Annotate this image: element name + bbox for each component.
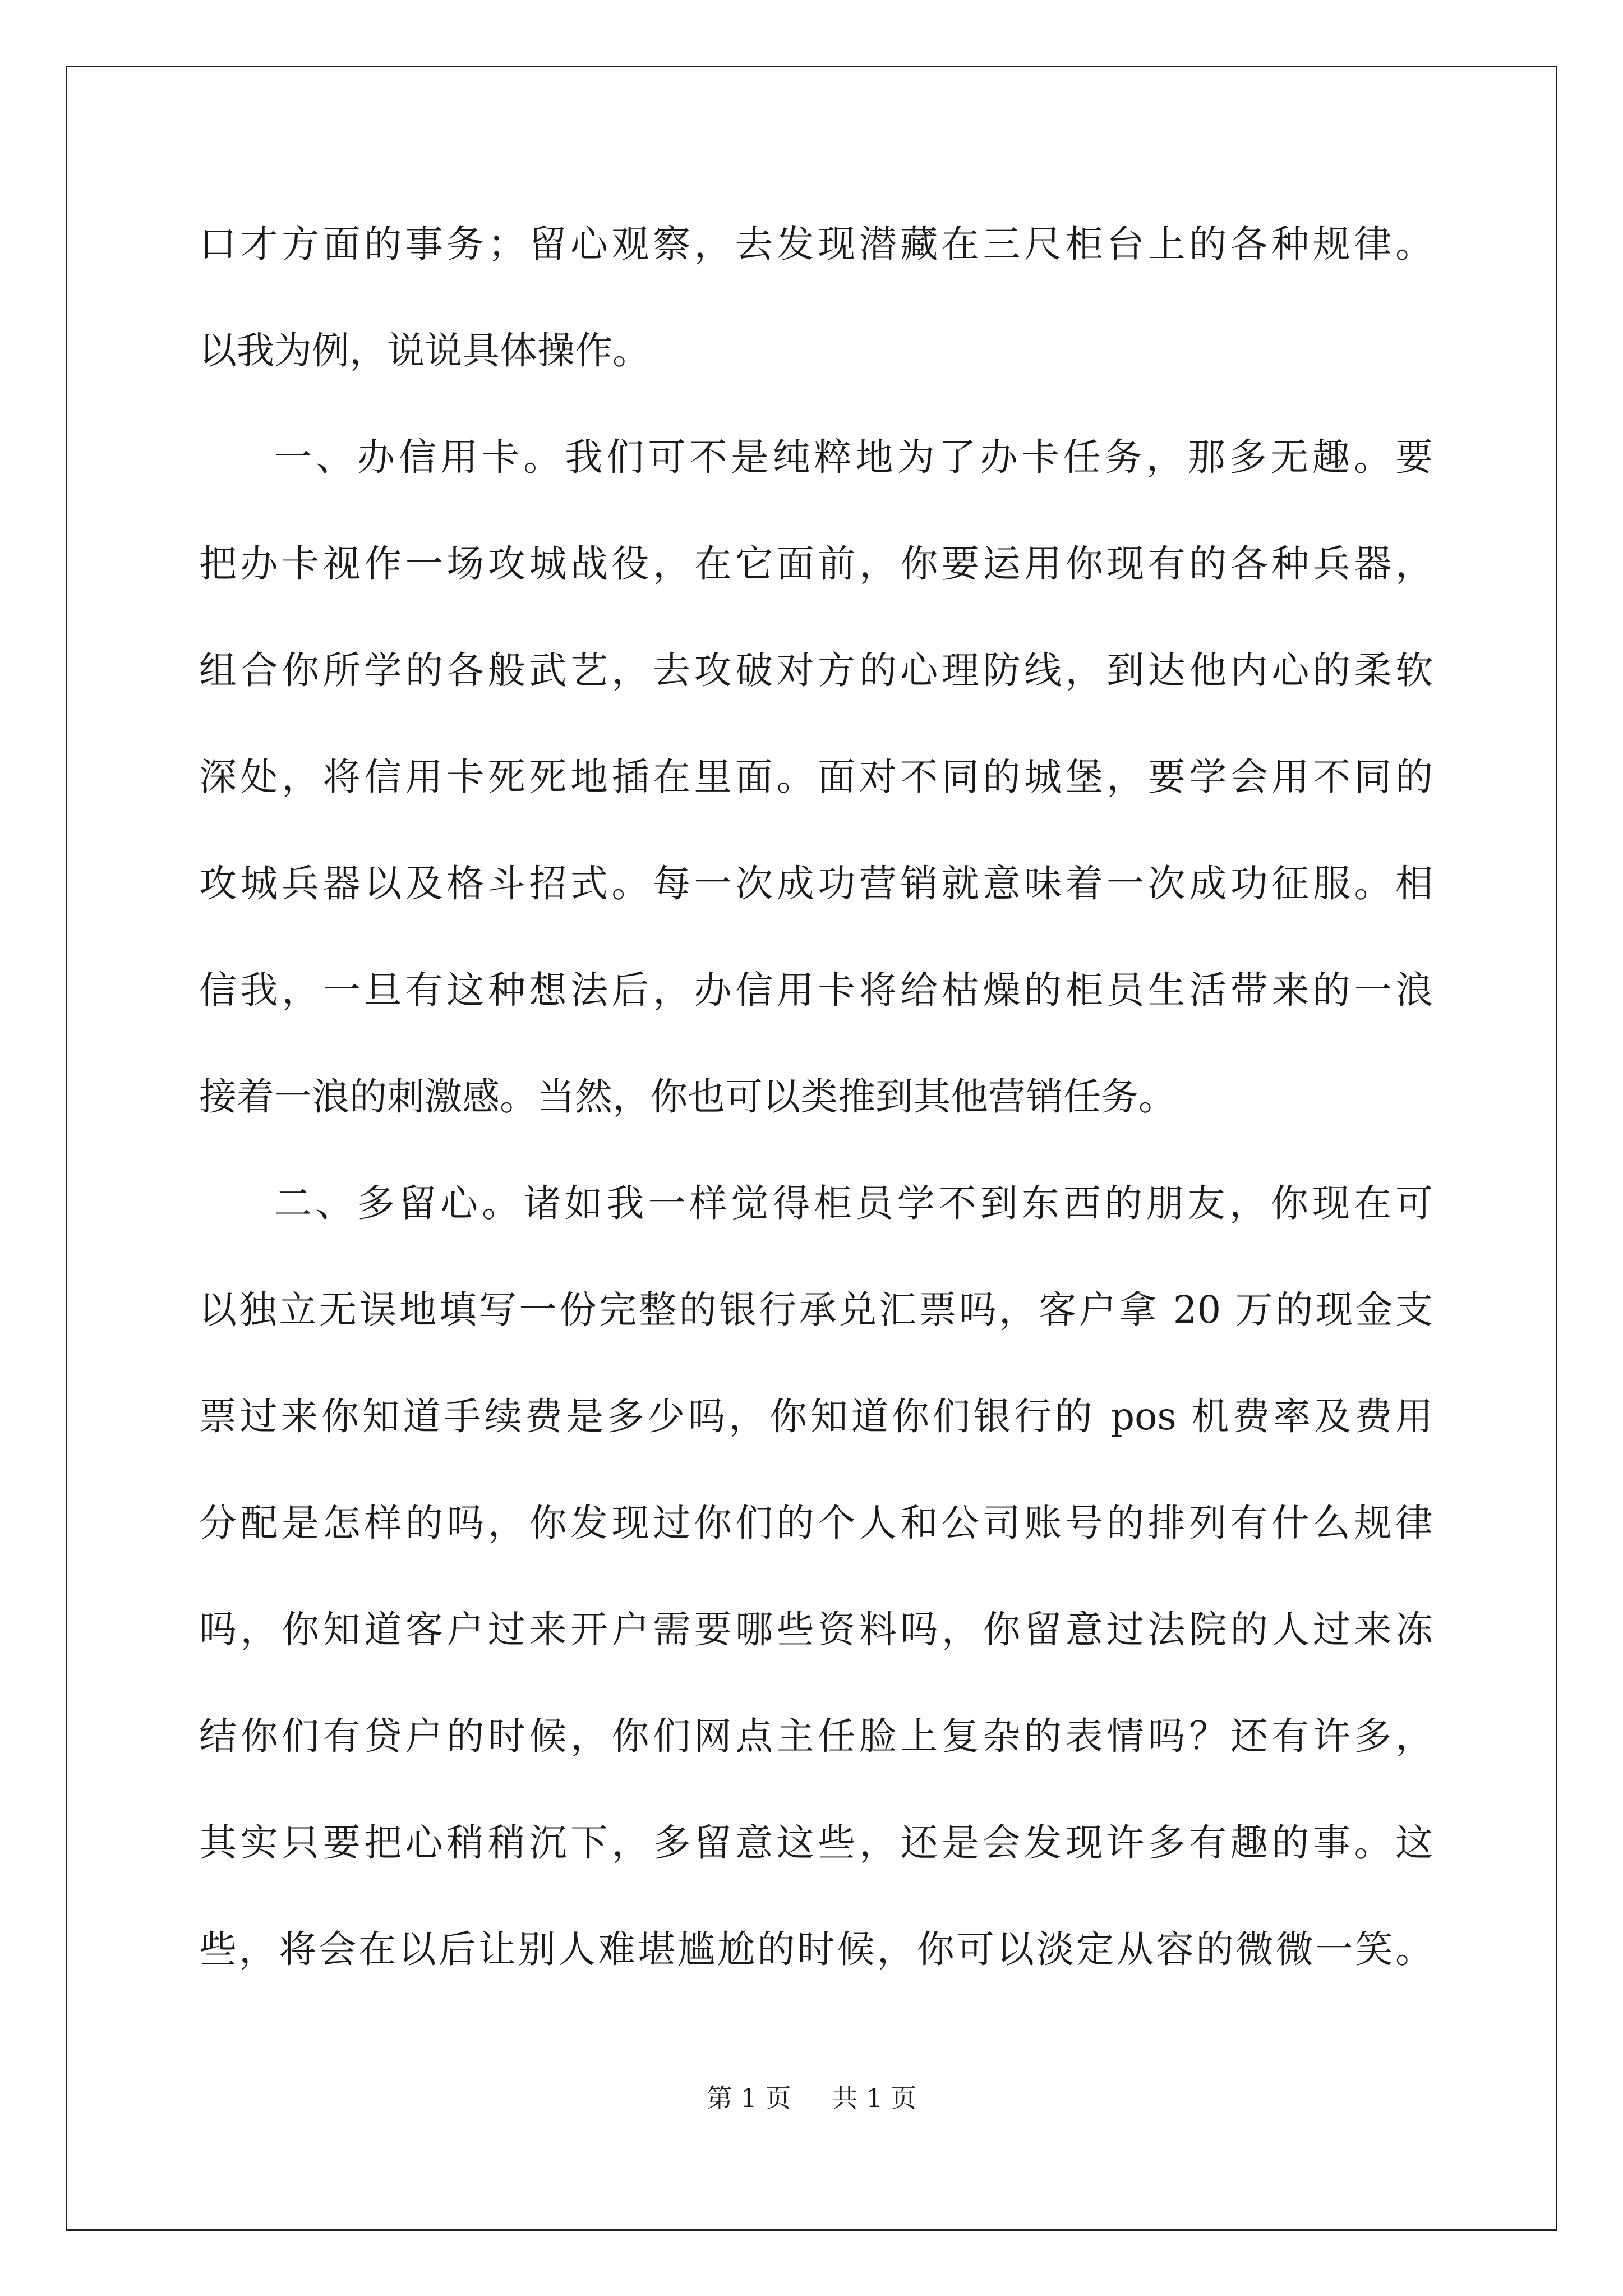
text-line: 吗，你知道客户过来开户需要哪些资料吗，你留意过法院的人过来冻 xyxy=(199,1608,1433,1651)
text-line: 组合你所学的各般武艺，去攻破对方的心理防线，到达他内心的柔软 xyxy=(199,648,1433,692)
text-line: 接着一浪的刺激感。当然，你也可以类推到其他营销任务。 xyxy=(199,1075,1176,1119)
document-body xyxy=(199,191,1433,2003)
page-number: 第 1 页 xyxy=(706,2083,791,2113)
text-line: 把办卡视作一场攻城战役，在它面前，你要运用你现有的各种兵器， xyxy=(199,542,1433,586)
paragraph-start-line: 二、多留心。诸如我一样觉得柜员学不到东西的朋友，你现在可 xyxy=(274,1181,1433,1225)
text-line: 票过来你知道手续费是多少吗，你知道你们银行的 pos 机费率及费用 xyxy=(199,1395,1433,1438)
text-line: 深处，将信用卡死死地插在里面。面对不同的城堡，要学会用不同的 xyxy=(199,755,1433,799)
text-line: 信我，一旦有这种想法后，办信用卡将给枯燥的柜员生活带来的一浪 xyxy=(199,968,1433,1012)
text-line: 分配是怎样的吗，你发现过你们的个人和公司账号的排列有什么规律 xyxy=(199,1501,1433,1545)
text-line: 以我为例，说说具体操作。 xyxy=(199,329,650,372)
page-total: 共 1 页 xyxy=(832,2083,917,2113)
paragraph-start-line: 一、办信用卡。我们可不是纯粹地为了办卡任务，那多无趣。要 xyxy=(274,435,1433,479)
text-line: 结你们有贷户的时候，你们网点主任脸上复杂的表情吗？还有许多， xyxy=(199,1714,1433,1758)
text-line: 些，将会在以后让别人难堪尴尬的时候，你可以淡定从容的微微一笑。 xyxy=(199,1927,1433,1971)
text-line: 口才方面的事务；留心观察，去发现潜藏在三尺柜台上的各种规律。 xyxy=(199,222,1433,266)
text-line: 攻城兵器以及格斗招式。每一次成功营销就意味着一次成功征服。相 xyxy=(199,862,1433,905)
text-line: 以独立无误地填写一份完整的银行承兑汇票吗，客户拿 20 万的现金支 xyxy=(199,1288,1433,1332)
text-line: 其实只要把心稍稍沉下，多留意这些，还是会发现许多有趣的事。这 xyxy=(199,1821,1433,1865)
page-footer xyxy=(0,2081,1623,2115)
